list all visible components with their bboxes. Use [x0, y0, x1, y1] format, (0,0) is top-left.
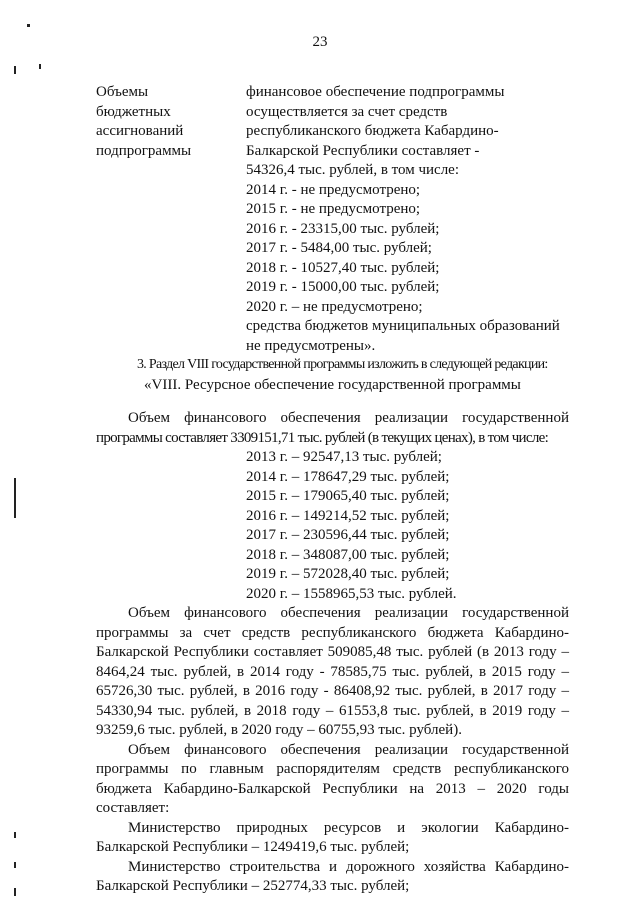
table-value-line: 2017 г. - 5484,00 тыс. рублей;: [246, 240, 432, 256]
paragraph-line: Объем финансового обеспечения реализации государственной: [128, 605, 569, 621]
section-intro: 3. Раздел VIII государственной программы изложить в следующей редакции:: [137, 357, 548, 372]
year-amount-line: 2015 г. – 179065,40 тыс. рублей;: [246, 488, 450, 504]
paragraph-line: Балкарской Республики составляет 509085,48 тыс. рублей (в 2013 году –: [96, 644, 569, 660]
year-amount-line: 2013 г. – 92547,13 тыс. рублей;: [246, 449, 442, 465]
paragraph-line: программы по главным распорядителям средств республиканского: [96, 761, 569, 777]
table-value-line: средства бюджетов муниципальных образований: [246, 318, 560, 334]
scan-mark: [39, 64, 41, 69]
year-amount-line: 2020 г. – 1558965,53 тыс. рублей.: [246, 586, 457, 602]
year-amount-line: 2016 г. – 149214,52 тыс. рублей;: [246, 508, 450, 524]
table-value-line: 2016 г. - 23315,00 тыс. рублей;: [246, 221, 440, 237]
year-amount-line: 2017 г. – 230596,44 тыс. рублей;: [246, 527, 450, 543]
section-title: «VIII. Ресурсное обеспечение государственной программы: [144, 377, 521, 393]
table-value-line: 54326,4 тыс. рублей, в том числе:: [246, 162, 460, 178]
table-label-line: Объемы: [96, 84, 149, 100]
paragraph-line: составляет:: [96, 800, 170, 816]
paragraph-line: Балкарской Республики – 1249419,6 тыс. рублей;: [96, 839, 410, 855]
table-label-line: ассигнований: [96, 123, 184, 139]
scan-mark: [14, 888, 16, 896]
table-value-line: республиканского бюджета Кабардино-: [246, 123, 499, 139]
table-label-line: подпрограммы: [96, 143, 192, 159]
table-value-line: 2020 г. – не предусмотрено;: [246, 299, 423, 315]
table-value-line: 2019 г. - 15000,00 тыс. рублей;: [246, 279, 440, 295]
table-value-line: финансовое обеспечение подпрограммы: [246, 84, 505, 100]
paragraph-line: Балкарской Республики – 252774,33 тыс. рублей;: [96, 878, 410, 894]
paragraph-line: Министерство строительства и дорожного хозяйства Кабардино-: [128, 859, 569, 875]
paragraph-line: 65726,30 тыс. рублей, в 2016 году - 86408,92 тыс. рублей, в 2017 году –: [96, 683, 569, 699]
year-amount-line: 2014 г. – 178647,29 тыс. рублей;: [246, 469, 450, 485]
table-label-line: бюджетных: [96, 104, 171, 120]
paragraph-line: программы составляет 3309151,71 тыс. рублей (в текущих ценах), в том числе:: [96, 430, 549, 446]
paragraph-line: 8464,24 тыс. рублей, в 2014 году - 78585,75 тыс. рублей, в 2015 году –: [96, 664, 569, 680]
scan-mark: [14, 66, 16, 74]
table-value-line: не предусмотрены».: [246, 338, 376, 354]
scan-mark: [14, 832, 16, 838]
paragraph-line: 93259,6 тыс. рублей, в 2020 году – 60755,93 тыс. рублей).: [96, 722, 462, 738]
table-value-line: 2018 г. - 10527,40 тыс. рублей;: [246, 260, 440, 276]
paragraph-line: программы за счет средств республиканского бюджета Кабардино-: [96, 625, 569, 641]
year-amount-line: 2018 г. – 348087,00 тыс. рублей;: [246, 547, 450, 563]
table-value-line: 2014 г. - не предусмотрено;: [246, 182, 421, 198]
paragraph-line: 54330,94 тыс. рублей, в 2018 году – 61553,8 тыс. рублей, в 2019 году –: [96, 703, 569, 719]
table-value-line: осуществляется за счет средств: [246, 104, 448, 120]
paragraph-line: бюджета Кабардино-Балкарской Республики на 2013 – 2020 годы: [96, 781, 569, 797]
paragraph-line: Объем финансового обеспечения реализации государственной: [128, 410, 569, 426]
page-number: 23: [312, 34, 328, 50]
year-amount-line: 2019 г. – 572028,40 тыс. рублей;: [246, 566, 450, 582]
table-value-line: Балкарской Республики составляет -: [246, 143, 480, 159]
paragraph-line: Министерство природных ресурсов и экологии Кабардино-: [128, 820, 569, 836]
paragraph-line: Объем финансового обеспечения реализации государственной: [128, 742, 569, 758]
table-value-line: 2015 г. - не предусмотрено;: [246, 201, 421, 217]
scan-mark: [14, 478, 16, 518]
scan-mark: [27, 24, 30, 27]
scan-mark: [14, 862, 16, 868]
